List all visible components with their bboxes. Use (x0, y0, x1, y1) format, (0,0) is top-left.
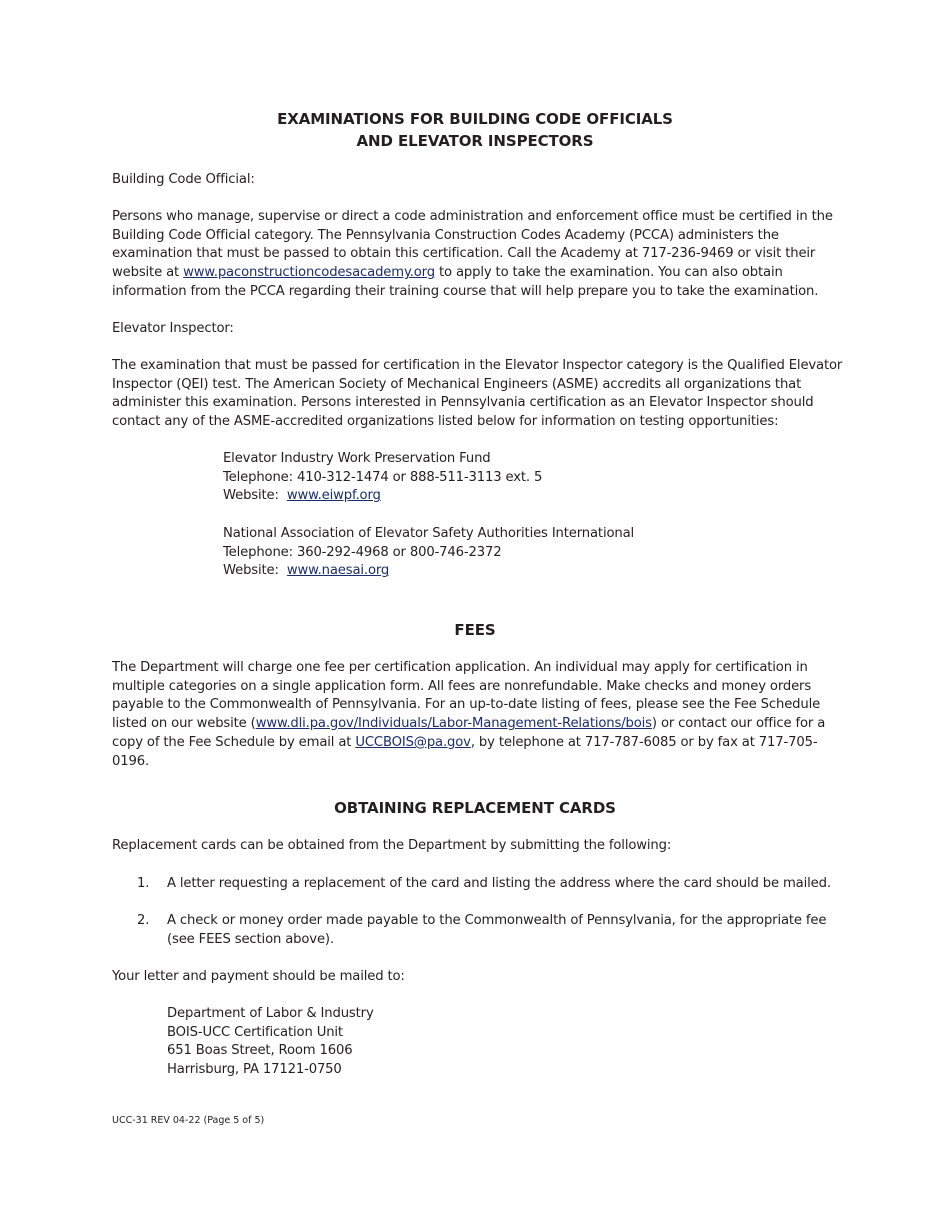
bco-text-1: Persons who manage, supervise or direct a code administration and enforcement office must be certified in the Building Code Official category. The Pennsylvania Construction Codes Academy (PCCA) administers the examination that must be passed to obtain this certification. Call the Academy at 717-236-9469 or visit their website at (112, 209, 833, 281)
address-line: Harrisburg, PA 17121-0750 (167, 1062, 342, 1078)
bois-website-link[interactable]: www.dli.pa.gov/Individuals/Labor-Management-Relations/bois (255, 716, 652, 732)
page-title (0, 108, 950, 152)
org-naesai (223, 525, 634, 581)
replacement-heading: OBTAINING REPLACEMENT CARDS (334, 799, 616, 817)
fees-paragraph (112, 659, 838, 771)
bco-text-2: to apply to take the examination. You can also obtain information from the PCCA regarding their training course that will help prepare you to take the examination. (112, 265, 819, 299)
list-item-1-number: 1. (137, 876, 150, 891)
elevator-label: Elevator Inspector: (112, 321, 234, 336)
pcca-website-link[interactable]: www.paconstructioncodesacademy.org (183, 265, 435, 281)
website-label: Website: (223, 563, 287, 579)
list-item-2-text: A check or money order made payable to the Commonwealth of Pennsylvania, for the appropriate fee (see FEES section above). (167, 913, 827, 947)
replacement-intro: Replacement cards can be obtained from the Department by submitting the following: (112, 838, 672, 853)
bco-label: Building Code Official: (112, 172, 255, 187)
email-link[interactable]: UCCBOIS@pa.gov (355, 734, 471, 750)
fees-text-3: , by telephone at 717-787-6085 or by fax at 717-705-0196. (112, 734, 818, 769)
org-eiwpf (223, 450, 542, 506)
org-phone: Telephone: 410-312-1474 or 888-511-3113 ext. 5 (223, 469, 543, 485)
elevator-paragraph: The examination that must be passed for certification in the Elevator Inspector category is the Qualified Elevator Inspector (QEI) test. The American Society of Mechanical Engineers (ASME) accredits all organizations that administer this examination. Persons interested in Pennsylvania certification as an Elevator Inspector should contact any of the ASME-accredited organizations listed below for information on testing opportunities: (112, 358, 843, 430)
org-website (223, 487, 542, 506)
form-footer: UCC-31 REV 04-22 (Page 5 of 5) (112, 1115, 265, 1126)
address-line: Department of Labor & Industry (167, 1006, 374, 1021)
naesai-website-link[interactable]: www.naesai.org (286, 563, 390, 579)
title-line-1: EXAMINATIONS FOR BUILDING CODE OFFICIALS (277, 110, 673, 128)
address-line: BOIS-UCC Certification Unit (167, 1024, 343, 1040)
eiwpf-website-link[interactable]: www.eiwpf.org (286, 488, 381, 504)
org-phone: Telephone: 360-292-4968 or 800-746-2372 (223, 544, 502, 560)
fees-heading: FEES (454, 621, 496, 639)
mail-intro: Your letter and payment should be mailed to: (112, 969, 405, 984)
address-line: 651 Boas Street, Room 1606 (167, 1043, 353, 1059)
org-website (223, 562, 634, 581)
org-name: National Association of Elevator Safety Authorities International (223, 526, 635, 541)
bco-paragraph (112, 208, 838, 302)
list-item-1-text: A letter requesting a replacement of the card and listing the address where the card should be mailed. (167, 876, 831, 891)
org-name: Elevator Industry Work Preservation Fund (223, 451, 491, 466)
fees-text-1: The Department will charge one fee per certification application. An individual may apply for certification in multiple categories on a single application form. All fees are nonrefundable. Make checks and money orders payable to the Commonwealth of Pennsylvania. For an up-to-date listing of fees, please see the Fee Schedule listed on our website ( (112, 660, 821, 732)
website-label: Website: (223, 488, 287, 504)
mailing-address (167, 1005, 374, 1080)
title-line-2: AND ELEVATOR INSPECTORS (356, 132, 594, 150)
list-item-2-number: 2. (137, 913, 150, 928)
fees-text-2: ) or contact our office for a copy of the Fee Schedule by email at (112, 716, 826, 750)
